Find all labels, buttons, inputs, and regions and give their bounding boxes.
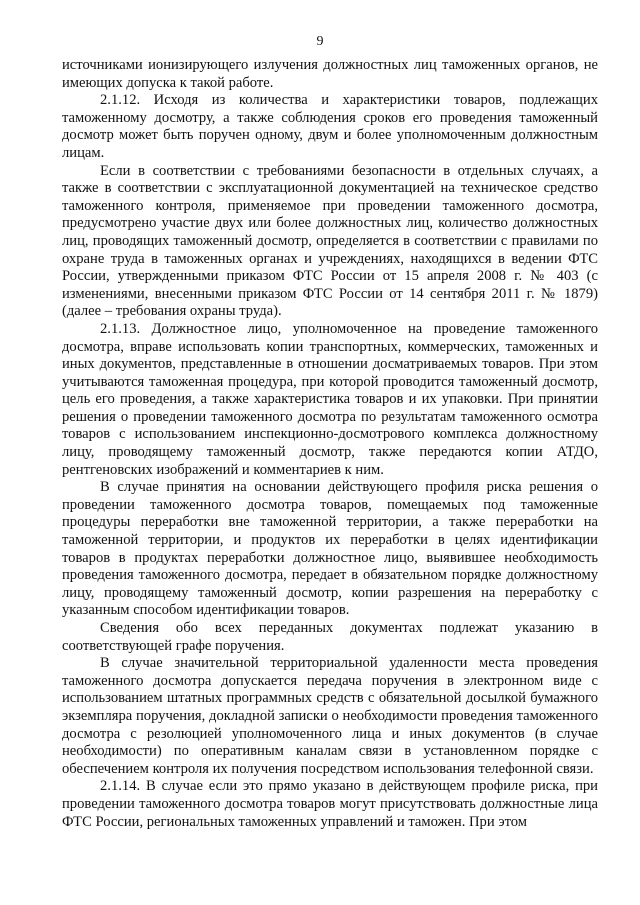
paragraph-safety-requirements: Если в соответствии с требованиями безопасности в отдельных случаях, а также в соответствии с эксплуатационной документацией на техническое средство таможенного контроля, применяемое при проведении таможенного досмотра, предусмотрено участие двух или более должностных лиц, количество должностных лиц, проводящих таможенный досмотр, определяется в соответствии с правилами по охране труда в таможенных органах и учреждениях, находящихся в ведении ФТС России, утвержденными приказом ФТС России от 15 апреля 2008 г. № 403 (с изменениями, внесенными приказом ФТС России от 14 сентября 2011 г. № 1879) (далее – требования охраны труда). bbox=[62, 162, 598, 320]
page-number: 9 bbox=[316, 34, 324, 49]
paragraph-2-1-13: 2.1.13. Должностное лицо, уполномоченное на проведение таможенного досмотра, вправе использовать копии транспортных, коммерческих, таможенных и иных документов, представленные в отношении досматриваемых товаров. При этом учитываются таможенная процедура, при которой проводится таможенный досмотр, цель его проведения, а также характеристика товаров и их упаковки. При принятии решения о проведении таможенного досмотра по результатам таможенного осмотра товаров с использованием инспекционно-досмотрового комплекса должностному лицу, проводящему таможенный досмотр, также передаются копии АТДО, рентгеновских изображений и комментариев к ним. bbox=[62, 320, 598, 478]
paragraph-2-1-14: 2.1.14. В случае если это прямо указано в действующем профиле риска, при проведении таможенного досмотра товаров могут присутствовать должностные лица ФТС России, региональных таможенных управлений и таможен. При этом bbox=[62, 778, 598, 830]
paragraph-2-1-12: 2.1.12. Исходя из количества и характеристики товаров, подлежащих таможенному досмотру, а также соблюдения сроков его проведения таможенный досмотр может быть поручен одному, двум и более уполномоченным должностным лицам. bbox=[62, 92, 598, 161]
paragraph-remote-location: В случае значительной территориальной удаленности места проведения таможенного досмотра допускается передача поручения в электронном виде с использованием штатных программных средств с обязательной досылкой бумажного экземпляра поручения, докладной записки о необходимости проведения таможенного досмотра с резолюцией уполномоченного лица и иных документов (в случае необходимости) по оперативным каналам связи в установленном порядке с обеспечением контроля их получения посредством использования телефонной связи. bbox=[62, 655, 598, 777]
paragraph-documents-info: Сведения обо всех переданных документах подлежат указанию в соответствующей графе поручения. bbox=[62, 620, 598, 654]
document-body bbox=[62, 57, 598, 831]
paragraph-risk-profile-processing: В случае принятия на основании действующего профиля риска решения о проведении таможенного досмотра товаров, помещаемых под таможенные процедуры переработки вне таможенной территории, а также переработки на таможенной территории, и продуктов их переработки в целях идентификации товаров в продуктах переработки должностное лицо, выявившее необходимость проведения таможенного досмотра, передает в обязательном порядке должностному лицу, проводящему таможенный досмотр, копии разрешения на переработку с указанным способом идентификации товаров. bbox=[62, 479, 598, 619]
paragraph-continuation: источниками ионизирующего излучения должностных лиц таможенных органов, не имеющих допуска к такой работе. bbox=[62, 57, 598, 91]
